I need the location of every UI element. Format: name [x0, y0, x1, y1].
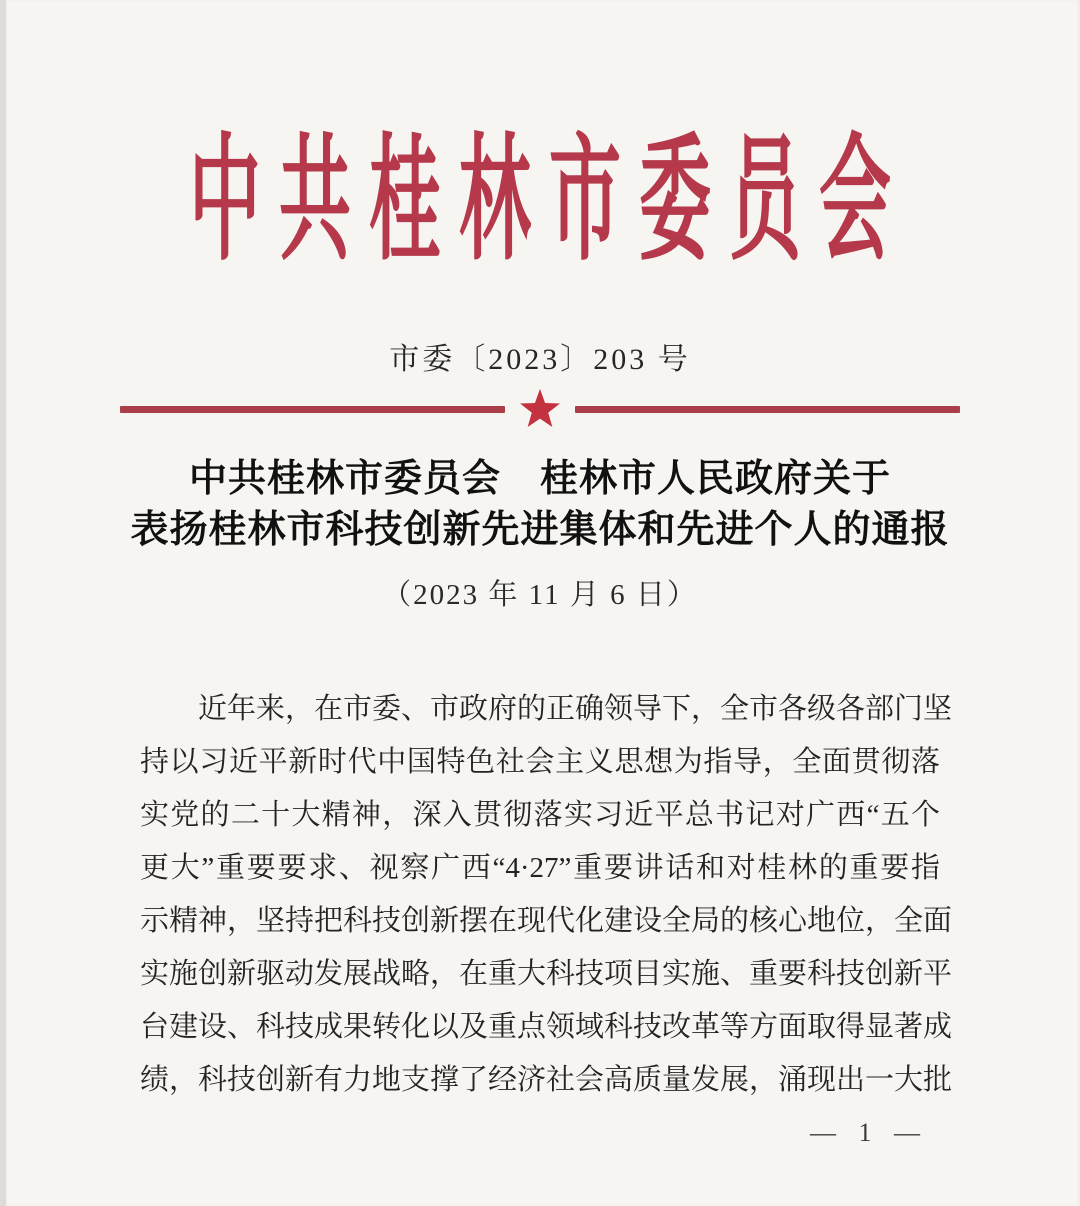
divider-line-left: [120, 406, 505, 413]
body-line: 更大”重要要求、视察广西“4·27”重要讲话和对桂林的重要指: [140, 852, 940, 884]
scan-edge-artifact: [0, 0, 6, 1206]
body-line: 示精神，坚持把科技创新摆在现代化建设全局的核心地位，全面: [140, 905, 953, 937]
red-divider: [120, 386, 960, 432]
divider-line-right: [575, 406, 960, 413]
page-number: — 1 —: [810, 1118, 920, 1147]
document-body: [140, 683, 953, 1107]
document-title-line2: 表扬桂林市科技创新先进集体和先进个人的通报: [130, 509, 950, 551]
document-title-line1: 中共桂林市委员会 桂林市人民政府关于: [188, 458, 891, 500]
body-line: 台建设、科技成果转化以及重点领域科技改革等方面取得显著成: [140, 1011, 953, 1043]
document-title: [0, 454, 1080, 556]
letterhead: [0, 0, 1080, 278]
red-star-icon: [517, 386, 563, 432]
document-date: （2023 年 11 月 6 日）: [382, 579, 698, 611]
letterhead-org-title: 中共桂林市委员会: [188, 125, 909, 278]
body-line: 绩，科技创新有力地支撑了经济社会高质量发展，涌现出一大批: [140, 1064, 953, 1096]
body-line: 持以习近平新时代中国特色社会主义思想为指导，全面贯彻落: [140, 746, 940, 778]
document-number: 市委〔2023〕203 号: [389, 343, 691, 376]
body-line: 实施创新驱动发展战略，在重大科技项目实施、重要科技创新平: [140, 958, 953, 990]
body-line: 近年来，在市委、市政府的正确领导下，全市各级各部门坚: [198, 693, 953, 725]
body-line: 实党的二十大精神，深入贯彻落实习近平总书记对广西“五个: [140, 799, 940, 831]
